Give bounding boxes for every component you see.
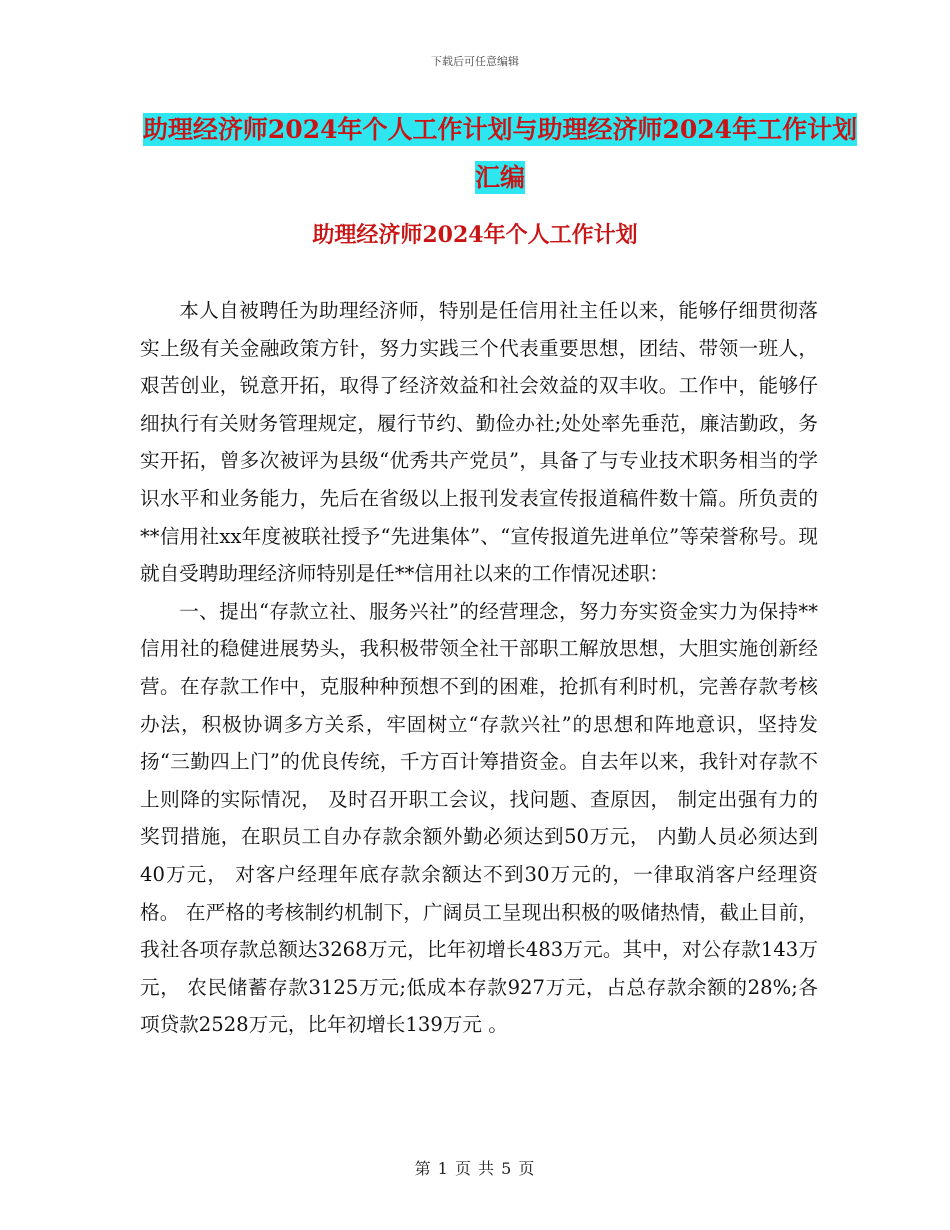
page-header-note: 下载后可任意编辑 <box>431 55 519 68</box>
document-body <box>140 292 818 1044</box>
document-title <box>140 106 860 202</box>
document-title-text: 助理经济师2024年个人工作计划与助理经济师2024年工作计划汇编 <box>142 115 858 192</box>
paragraph-item-one: 一、提出“存款立社、服务兴社”的经营理念，努力夯实资金实力为保持**信用社的稳健进展势头，我积极带领全社干部职工解放思想，大胆实施创新经营。在存款工作中，克服种种预想不到的困难，抢抓有利时机，完善存款考核办法，积极协调多方关系，牢固树立“存款兴社”的思想和阵地意识，坚持发扬“三勤四上门”的优良传统，千方百计筹措资金。自去年以来，我针对存款不上则降的实际情况， 及时召开职工会议，找问题、查原因， 制定出强有力的奖罚措施，在职员工自办存款余额外勤必须达到50万元， 内勤人员必须达到40万元， 对客户经理年底存款余额达不到30万元的，一律取消客户经理资格。 在严格的考核制约机制下，广阔员工呈现出积极的吸储热情，截止目前， 我社各项存款总额达3268万元，比年初增长483万元。其中，对公存款143万元， 农民储蓄存款3125万元;低成本存款927万元，占总存款余额的28%;各项贷款2528万元，比年初增长139万元 。 <box>140 599 818 1037</box>
page-number-footer: 第 1 页 共 5 页 <box>414 1159 536 1178</box>
section-title: 助理经济师2024年个人工作计划 <box>312 222 638 248</box>
paragraph-intro: 本人自被聘任为助理经济师，特别是任信用社主任以来，能够仔细贯彻落实上级有关金融政策方针，努力实践三个代表重要思想，团结、带领一班人，艰苦创业，锐意开拓，取得了经济效益和社会效益的双丰收。工作中，能够仔细执行有关财务管理规定，履行节约、勤俭办社;处处率先垂范，廉洁勤政，务实开拓，曾多次被评为县级“优秀共产党员”，具备了与专业技术职务相当的学识水平和业务能力，先后在省级以上报刊发表宣传报道稿件数十篇。所负责的**信用社xx年度被联社授予“先进集体”、“宣传报道先进单位”等荣誉称号。现就自受聘助理经济师特别是任**信用社以来的工作情况述职： <box>140 299 818 586</box>
